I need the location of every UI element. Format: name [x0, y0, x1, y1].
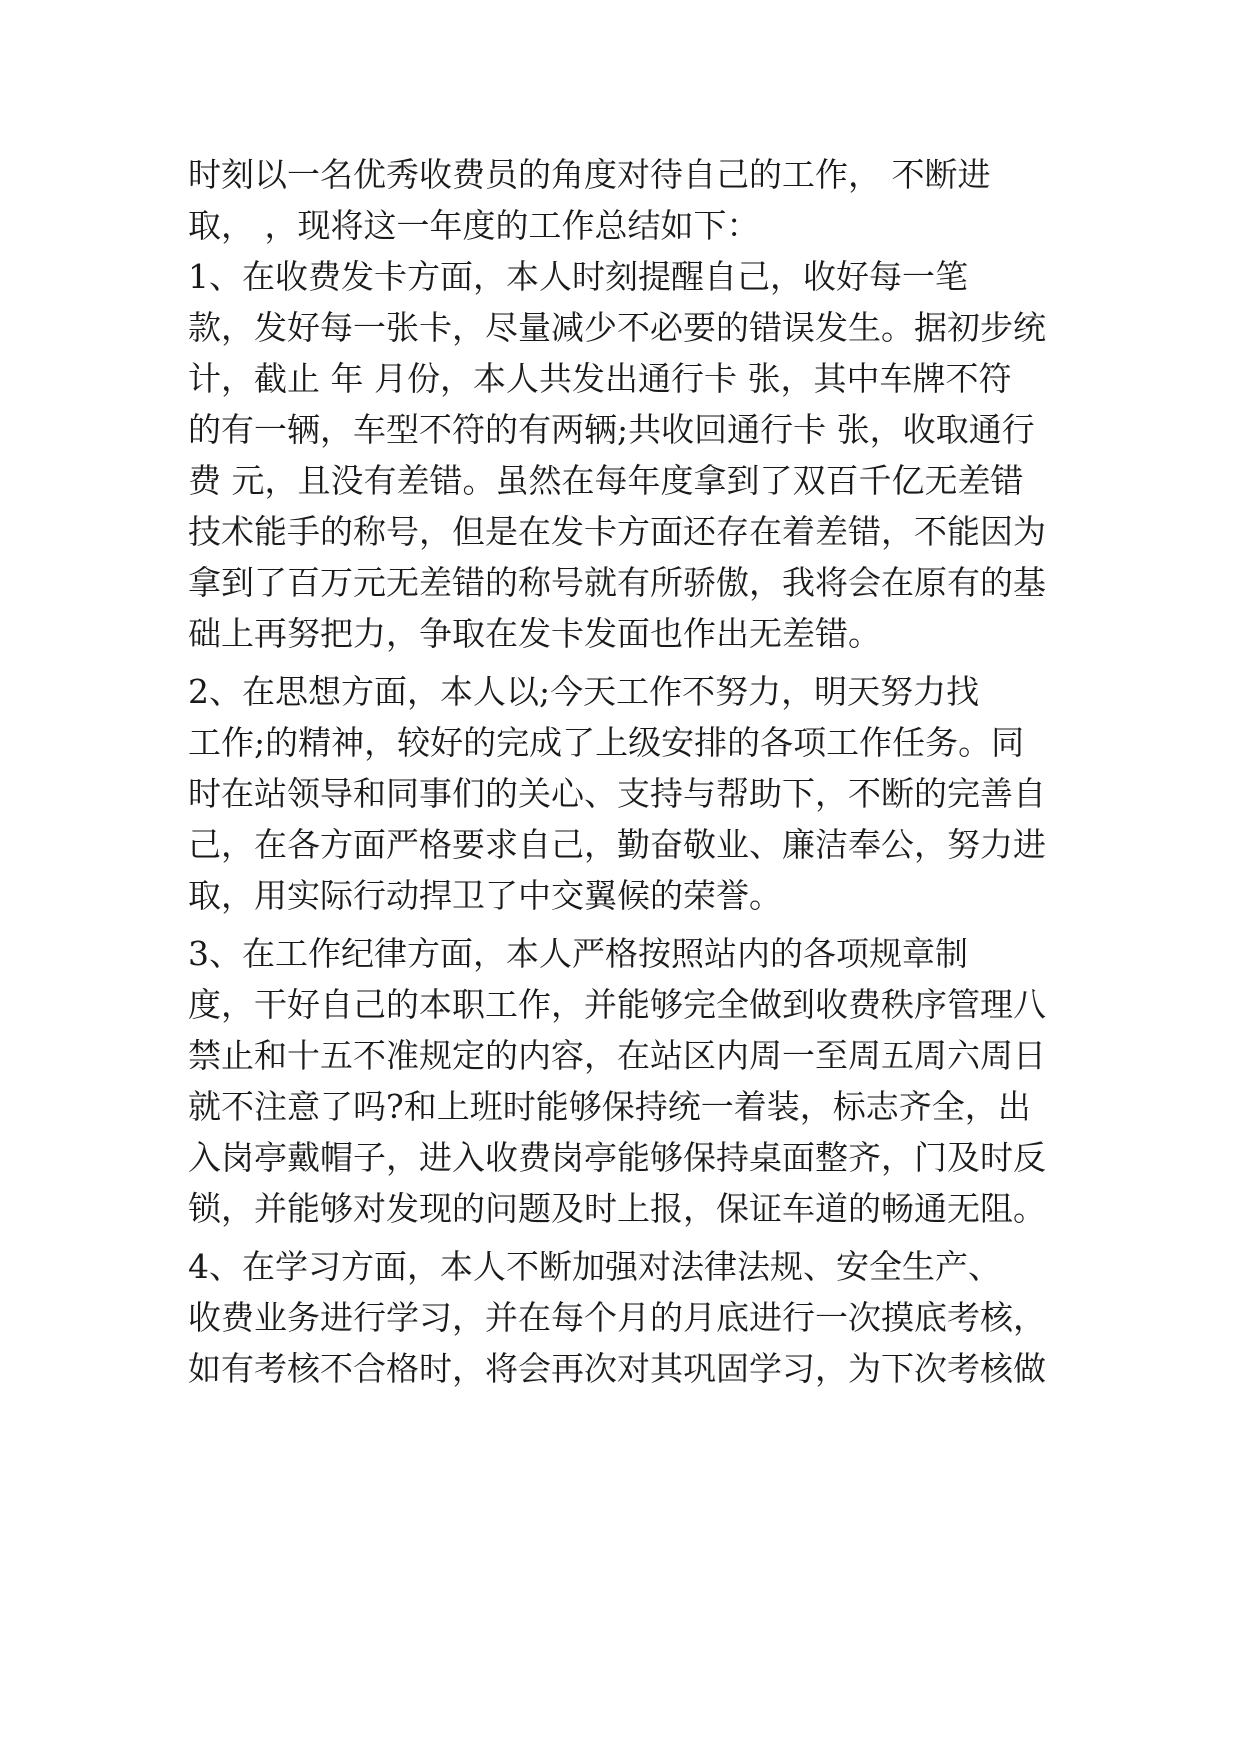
text-line-1: 时刻以一名优秀收费员的角度对待自己的工作， 不断进	[188, 155, 991, 194]
text-line-22: 4、在学习方面，本人不断加强对法律法规、安全生产、	[188, 1247, 1001, 1286]
text-line-14: 己，在各方面严格要求自己，勤奋敬业、廉洁奉公，努力进	[188, 825, 1046, 864]
text-line-9: 拿到了百万元无差错的称号就有所骄傲，我将会在原有的基	[188, 563, 1046, 602]
text-line-11: 2、在思想方面，本人以;今天工作不努力，明天努力找	[188, 672, 980, 711]
text-line-7: 费 元，且没有差错。虽然在每年度拿到了双百千亿无差错	[188, 461, 1024, 500]
text-line-6: 的有一辆，车型不符的有两辆;共收回通行卡 张，收取通行	[188, 410, 1035, 449]
text-line-4: 款，发好每一张卡，尽量减少不必要的错误发生。据初步统	[188, 308, 1046, 347]
text-line-13: 时在站领导和同事们的关心、支持与帮助下，不断的完善自	[188, 774, 1046, 813]
text-line-19: 就不注意了吗?和上班时能够保持统一着装，标志齐全，出	[188, 1087, 1031, 1126]
text-line-21: 锁，并能够对发现的问题及时上报，保证车道的畅通无阻。	[188, 1189, 1046, 1228]
text-line-16: 3、在工作纪律方面，本人严格按照站内的各项规章制	[188, 934, 968, 973]
text-line-3: 1、在收费发卡方面，本人时刻提醒自己，收好每一笔	[188, 257, 968, 296]
text-line-5: 计，截止 年 月份，本人共发出通行卡 张，其中车牌不符	[188, 359, 1012, 398]
text-line-24: 如有考核不合格时，将会再次对其巩固学习，为下次考核做	[188, 1349, 1046, 1388]
text-line-17: 度，干好自己的本职工作，并能够完全做到收费秩序管理八	[188, 985, 1046, 1024]
text-line-2: 取， ，现将这一年度的工作总结如下：	[188, 206, 760, 245]
text-line-12: 工作;的精神，较好的完成了上级安排的各项工作任务。同	[188, 723, 1025, 762]
text-line-20: 入岗亭戴帽子，进入收费岗亭能够保持桌面整齐，门及时反	[188, 1138, 1046, 1177]
text-line-23: 收费业务进行学习，并在每个月的月底进行一次摸底考核，	[188, 1298, 1046, 1337]
text-line-15: 取，用实际行动捍卫了中交翼候的荣誉。	[188, 876, 782, 915]
text-line-10: 础上再努把力，争取在发卡发面也作出无差错。	[188, 614, 881, 653]
text-line-18: 禁止和十五不准规定的内容，在站区内周一至周五周六周日	[188, 1036, 1046, 1075]
text-line-8: 技术能手的称号，但是在发卡方面还存在着差错，不能因为	[188, 512, 1046, 551]
